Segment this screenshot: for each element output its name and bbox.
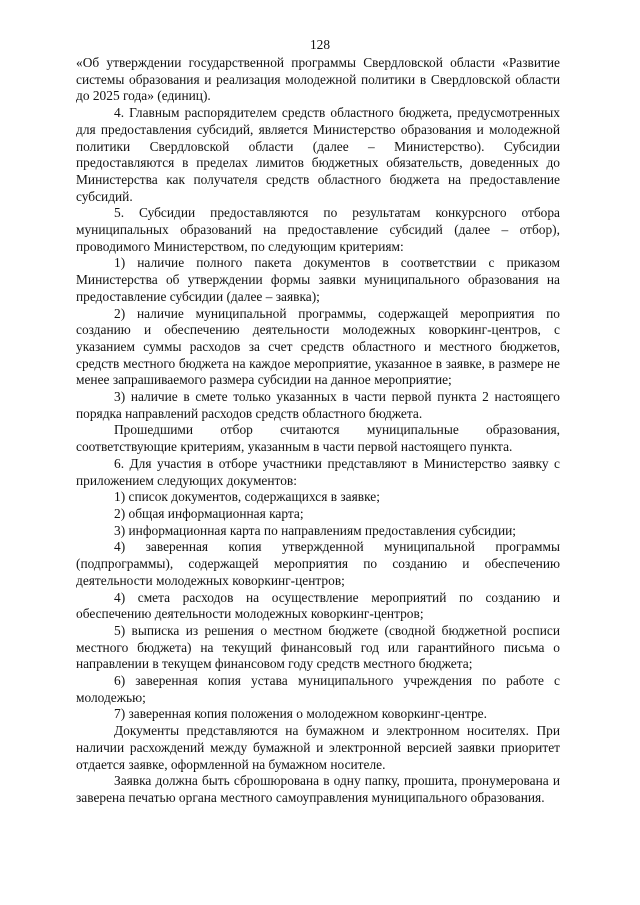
paragraph-item-6-application: 6. Для участия в отборе участники представляют в Министерство заявку с приложением следующих документов: — [76, 455, 560, 488]
paragraph-document-1: 1) список документов, содержащихся в заявке; — [114, 489, 380, 505]
page-number: 128 — [309, 37, 331, 52]
paragraph-binding-requirements: Заявка должна быть сброшюрована в одну папку, прошита, пронумерована и заверена печатью органа местного самоуправления муниципального образования. — [76, 773, 560, 805]
paragraph-criterion-1: 1) наличие полного пакета документов в соответствии с приказом Министерства об утверждении формы заявки муниципального образования на предоставление субсидии (далее – заявка); — [76, 255, 560, 304]
paragraph-criterion-2: 2) наличие муниципальной программы, содержащей мероприятия по созданию и обеспечению деятельности молодежных коворкинг-центров, с указанием суммы расходов за счет средств областного и местного бюджетов, средств местного бюджета на каждое мероприятие, указанное в заявке, в размере не менее запрашиваемого размера субсидии на данное мероприятие; — [76, 305, 560, 388]
document-body — [76, 55, 560, 807]
paragraph-document-4-estimate: 4) смета расходов на осуществление мероприятий по созданию и обеспечению деятельности молодежных коворкинг-центров; — [76, 589, 560, 622]
paragraph-document-6: 6) заверенная копия устава муниципального учреждения по работе с молодежью; — [76, 673, 560, 705]
paragraph-document-2: 2) общая информационная карта; — [114, 505, 304, 521]
paragraph-document-5: 5) выписка из решения о местном бюджете (сводной бюджетной росписи местного бюджета) на текущий финансовый год или гарантийного письма о направлении в текущем финансовом году средств местного бюджета; — [76, 622, 560, 672]
paragraph-media-requirements: Документы представляются на бумажном и электронном носителях. При наличии расхождений между бумажной и электронной версией заявки приоритет отдается заявке, оформленной на бумажном носителе. — [76, 723, 560, 772]
paragraph-item-5-selection-criteria: 5. Субсидии предоставляются по результатам конкурсного отбора муниципальных образований на предоставление субсидий (далее – отбор), проводимого Министерством, по следующим критериям: — [76, 205, 560, 254]
paragraph-program-title-continuation: «Об утверждении государственной программы Свердловской области «Развитие системы образования и реализация молодежной политики в Свердловской области до 2025 года» (единиц). — [76, 55, 560, 104]
paragraph-item-4-chief-administrator: 4. Главным распорядителем средств областного бюджета, предусмотренных для предоставления субсидий, является Министерство образования и молодежной политики Свердловской области (далее – Министерство). Субсидии предоставляются в пределах лимитов бюджетных обязательств, доведенных до Министерства как получателя средств областного бюджета на предоставление субсидий. — [76, 105, 560, 204]
paragraph-criterion-3: 3) наличие в смете только указанных в части первой пункта 2 настоящего порядка направлений расходов средств областного бюджета. — [76, 389, 560, 421]
paragraph-document-4-program-copy: 4) заверенная копия утвержденной муниципальной программы (подпрограммы), содержащей мероприятия по созданию и обеспечению деятельности молодежных коворкинг-центров; — [76, 539, 560, 588]
paragraph-document-7: 7) заверенная копия положения о молодежном коворкинг-центре. — [114, 706, 487, 722]
paragraph-selection-result: Прошедшими отбор считаются муниципальные образования, соответствующие критериям, указанным в части первой настоящего пункта. — [76, 422, 560, 455]
paragraph-document-3: 3) информационная карта по направлениям предоставления субсидии; — [114, 522, 516, 538]
